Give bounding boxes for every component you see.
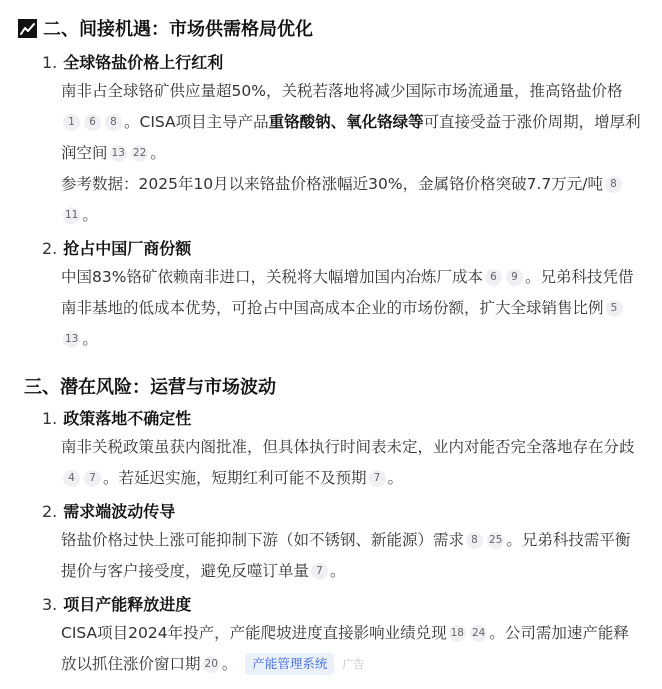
text: 。 — [82, 206, 98, 224]
citation-badge[interactable]: 8 — [605, 176, 622, 193]
text: 铬盐价格过快上涨可能抑制下游（如不锈钢、新能源）需求 — [61, 531, 465, 549]
item-title-text: 项目产能释放进度 — [63, 595, 192, 614]
text: 。若延迟实施，短期红利可能不及预期 — [103, 469, 367, 487]
citation-badge[interactable]: 13 — [110, 145, 127, 162]
citation-badge[interactable]: 5 — [606, 300, 623, 317]
citation-badge[interactable]: 24 — [470, 625, 487, 642]
list-number: 1. — [42, 53, 58, 72]
ad-label: 广告 — [342, 658, 365, 671]
text: 。 — [387, 469, 404, 487]
citation-badge[interactable]: 18 — [449, 625, 466, 642]
paragraph — [61, 618, 641, 680]
citation-badge[interactable]: 6 — [485, 269, 502, 286]
citation-badge[interactable]: 4 — [63, 470, 80, 487]
paragraph — [61, 432, 641, 494]
citation-badge[interactable]: 7 — [369, 470, 386, 487]
text: 。 — [330, 562, 346, 580]
citation-badge[interactable]: 7 — [311, 563, 328, 580]
text: 。CISA项目主导产品 — [124, 113, 269, 131]
list-number: 3. — [42, 595, 58, 614]
citation-badge[interactable]: 8 — [466, 532, 483, 549]
text: 。 — [150, 144, 166, 162]
citation-badge[interactable]: 11 — [63, 207, 80, 224]
list-number: 2. — [42, 239, 58, 258]
list-item-title — [42, 406, 191, 429]
text: CISA项目2024年投产，产能爬坡进度直接影响业绩兑现 — [61, 624, 447, 642]
section-title: 二、间接机遇：市场供需格局优化 — [43, 19, 313, 40]
text: 中国83%铬矿依赖南非进口，关税将大幅增加国内冶炼厂成本 — [61, 268, 483, 286]
list-number: 1. — [42, 409, 58, 428]
text: 。 — [82, 330, 98, 348]
text: 南非占全球铬矿供应量超50%，关税若落地将减少国际市场流通量，推高铬盐价格 — [61, 82, 623, 100]
item-title-text: 政策落地不确定性 — [63, 409, 192, 428]
paragraph — [61, 525, 641, 587]
list-item-title — [42, 50, 223, 73]
paragraph — [61, 76, 641, 169]
item-title-text: 抢占中国厂商份额 — [63, 239, 192, 258]
citation-badge[interactable]: 22 — [131, 145, 148, 162]
section-heading-opportunity — [18, 15, 313, 41]
citation-badge[interactable]: 6 — [84, 114, 101, 131]
citation-badge[interactable]: 7 — [84, 470, 101, 487]
list-item-title — [42, 236, 191, 259]
text: 。兄弟科技需平衡提价与客户接受度，避免反噬订单量 — [61, 531, 631, 580]
text: 。公司需加速产能释放以抓住涨价窗口期 — [61, 624, 629, 673]
text: 南非关税政策虽获内阁批准，但具体执行时间表未定，业内对能否完全落地存在分歧 — [61, 438, 635, 456]
citation-badge[interactable]: 8 — [105, 114, 122, 131]
bold-text: 重铬酸钠、氧化铬绿等 — [268, 113, 424, 131]
text: 。兄弟科技凭借南非基地的低成本优势，可抢占中国高成本企业的市场份额，扩大全球销售比例 — [61, 268, 634, 317]
section-heading-risk — [24, 373, 276, 399]
text: 可直接受益于涨价周期，增厚利润空间 — [61, 113, 641, 162]
list-number: 2. — [42, 502, 58, 521]
citation-badge[interactable]: 13 — [63, 331, 80, 348]
citation-badge[interactable]: 20 — [203, 656, 220, 673]
list-item-title — [42, 592, 191, 615]
citation-badge[interactable]: 1 — [63, 114, 80, 131]
text: 。 — [221, 655, 238, 673]
item-title-text: 需求端波动传导 — [63, 502, 176, 521]
list-item-title — [42, 499, 175, 522]
citation-badge[interactable]: 25 — [487, 532, 504, 549]
section-title: 三、潜在风险：运营与市场波动 — [24, 377, 276, 398]
item-title-text: 全球铬盐价格上行红利 — [63, 53, 224, 72]
citation-badge[interactable]: 9 — [506, 269, 523, 286]
paragraph — [61, 262, 641, 355]
paragraph — [61, 169, 641, 231]
line-chart-icon — [18, 19, 37, 38]
text: 参考数据：2025年10月以来铬盐价格涨幅近30%，金属铬价格突破7.7万元/吨 — [61, 175, 603, 193]
product-tag-link[interactable]: 产能管理系统 — [245, 653, 334, 675]
